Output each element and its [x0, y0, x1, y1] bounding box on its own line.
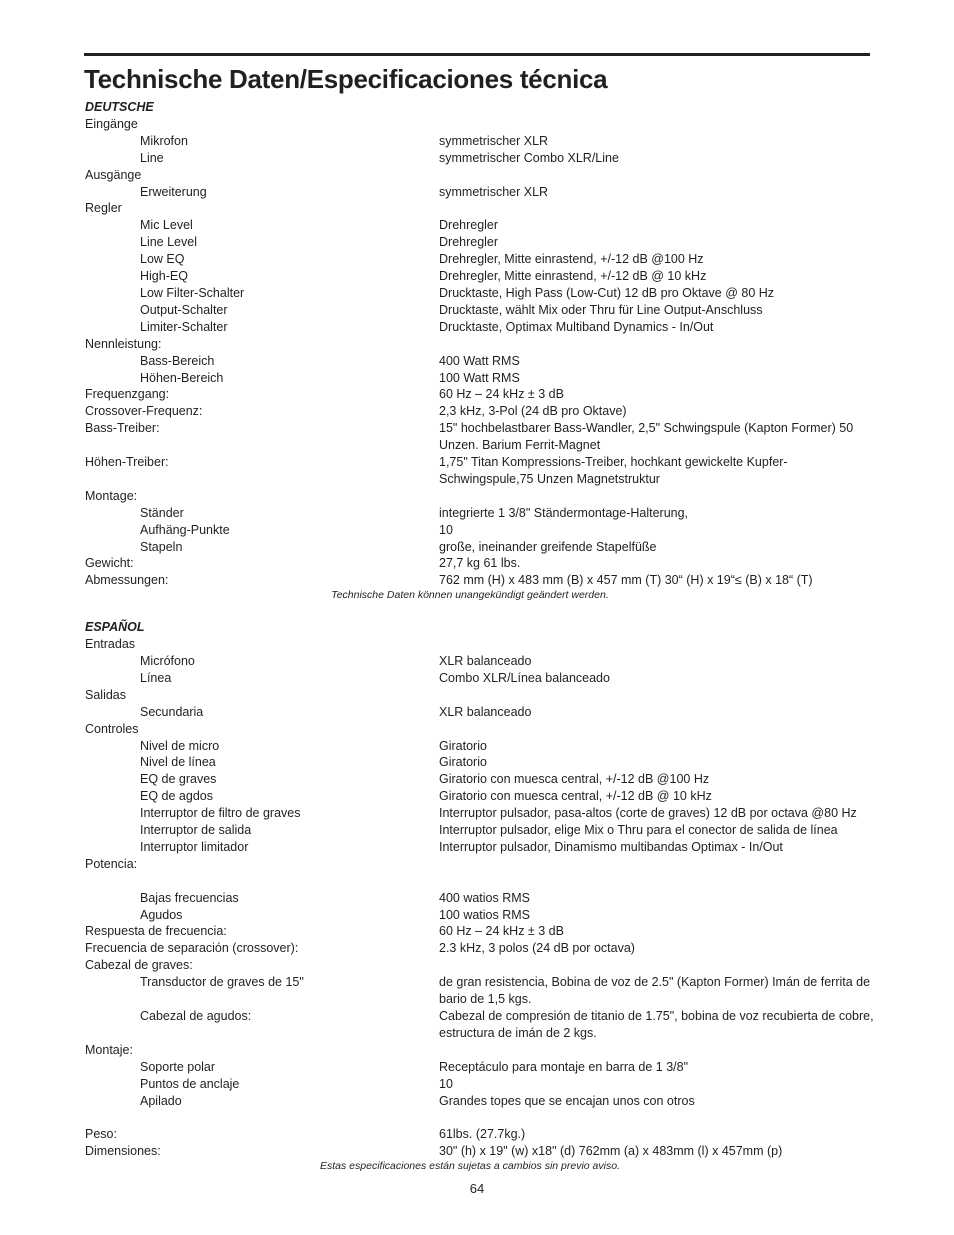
- spec-value: [439, 1042, 875, 1059]
- spec-value: Cabezal de compresión de titanio de 1.75", bobina de voz recubierta de cobre, estructura de imán de 2 kgs.: [439, 1009, 874, 1040]
- spec-label: Eingänge: [85, 116, 138, 131]
- spec-label: Interruptor limitador: [140, 839, 249, 854]
- spec-value: 2.3 kHz, 3 polos (24 dB por octava): [439, 941, 635, 956]
- spec-value: Drehregler: [439, 235, 499, 250]
- spec-value: symmetrischer Combo XLR/Line: [439, 150, 619, 165]
- spec-label: Potencia:: [85, 856, 138, 871]
- spec-row: [85, 923, 875, 940]
- spec-value: [439, 687, 875, 704]
- spec-label: Abmessungen:: [85, 573, 169, 588]
- spec-value: Drehregler, Mitte einrastend, +/-12 dB @ 10 kHz: [439, 269, 707, 284]
- spec-row: [85, 200, 875, 217]
- spec-value: 400 watios RMS: [439, 890, 531, 905]
- spec-label: EQ de agdos: [140, 789, 213, 804]
- spec-label: Controles: [85, 721, 139, 736]
- spec-value: [439, 856, 875, 873]
- spec-row: [85, 133, 875, 150]
- spec-row: [85, 251, 875, 268]
- spec-label: Salidas: [85, 687, 126, 702]
- spec-row: [85, 488, 875, 505]
- spec-value: symmetrischer XLR: [439, 133, 549, 148]
- spec-value: 15" hochbelastbarer Bass-Wandler, 2,5" Schwingspule (Kapton Former) 50 Unzen. Barium Ferrit-Magnet: [439, 421, 854, 453]
- spec-row: [85, 285, 875, 302]
- spec-row: [85, 150, 875, 167]
- spec-row: [85, 1126, 875, 1143]
- spec-label: Output-Schalter: [140, 302, 228, 317]
- spec-value: [439, 116, 875, 133]
- spec-label: Stapeln: [140, 539, 183, 554]
- spec-row: [85, 873, 875, 890]
- spec-label: Cabezal de agudos:: [140, 1009, 252, 1023]
- spec-label: Nennleistung:: [85, 336, 162, 351]
- section-heading-deutsch: DEUTSCHE: [85, 100, 154, 114]
- spec-label: Line Level: [140, 235, 197, 250]
- spec-label: Transductor de graves de 15": [140, 975, 304, 990]
- spec-label: Ständer: [140, 505, 184, 520]
- section-spacer: [85, 602, 875, 619]
- spec-label: Puntos de anclaje: [140, 1076, 240, 1091]
- spec-value: [439, 200, 875, 217]
- spec-label: Frequenzgang:: [85, 387, 170, 402]
- spec-value: 60 Hz – 24 kHz ± 3 dB: [439, 387, 564, 402]
- spec-value: [439, 957, 875, 974]
- spec-label: Mikrofon: [140, 133, 188, 148]
- spec-row: [85, 890, 875, 907]
- spec-label: Peso:: [85, 1127, 117, 1142]
- spec-row: [85, 522, 875, 539]
- spec-value: 1,75" Titan Kompressions-Treiber, hochkant gewickelte Kupfer-Schwingspule,75 Unzen Magnetstruktur: [439, 455, 788, 486]
- spec-label: Micrófono: [140, 653, 195, 668]
- spec-value: Interruptor pulsador, pasa-altos (corte de graves) 12 dB por octava @80 Hz: [439, 806, 857, 821]
- spec-value: 27,7 kg 61 lbs.: [439, 556, 521, 571]
- spec-row: [85, 539, 875, 556]
- disclaimer-deutsch: Technische Daten können unangekündigt geändert werden.: [331, 589, 609, 602]
- spec-row: [85, 217, 875, 234]
- spec-row: [85, 771, 875, 788]
- spec-label: Soporte polar: [140, 1059, 216, 1074]
- spec-label: Crossover-Frequenz:: [85, 404, 203, 419]
- spec-label: Höhen-Treiber:: [85, 455, 169, 470]
- spec-row: [85, 754, 875, 771]
- spec-sheet: [85, 99, 875, 1173]
- spec-label: Entradas: [85, 637, 136, 652]
- spec-label: High-EQ: [140, 269, 188, 284]
- spec-row: [85, 940, 875, 957]
- spec-label: Interruptor de filtro de graves: [140, 806, 301, 821]
- spec-row: [85, 116, 875, 133]
- spec-row: [85, 420, 875, 454]
- spec-label: Limiter-Schalter: [140, 319, 228, 334]
- spec-table-deutsch: [85, 116, 875, 589]
- spec-label: Low EQ: [140, 252, 185, 267]
- spec-row: [85, 1042, 875, 1059]
- spec-value: 10: [439, 522, 453, 537]
- spec-row: [85, 572, 875, 589]
- spec-value: 100 watios RMS: [439, 907, 531, 922]
- spec-row: [85, 1093, 875, 1110]
- spec-row: [85, 336, 875, 353]
- spec-label: EQ de graves: [140, 772, 217, 787]
- disclaimer-espanol: Estas especificaciones están sujetas a cambios sin previo aviso.: [320, 1160, 620, 1173]
- spec-row: [85, 636, 875, 653]
- spec-value: XLR balanceado: [439, 704, 532, 719]
- spec-row: [85, 788, 875, 805]
- spec-value: große, ineinander greifende Stapelfüße: [439, 539, 657, 554]
- spec-label: Line: [140, 150, 164, 165]
- spec-value: [439, 873, 875, 890]
- spec-value: 30" (h) x 19" (w) x18" (d) 762mm (a) x 483mm (l) x 457mm (p): [439, 1144, 783, 1159]
- spec-row: [85, 167, 875, 184]
- spec-value: [439, 336, 875, 353]
- spec-row: [85, 555, 875, 572]
- spec-value: 400 Watt RMS: [439, 353, 520, 368]
- spec-label: Agudos: [140, 907, 183, 922]
- spec-value: Giratorio con muesca central, +/-12 dB @100 Hz: [439, 772, 710, 787]
- spec-value: Drehregler: [439, 218, 499, 233]
- spec-row: [85, 1143, 875, 1160]
- spec-row: [85, 738, 875, 755]
- page-title: Technische Daten/Especificaciones técnica: [84, 64, 608, 94]
- spec-row: [85, 805, 875, 822]
- spec-row: [85, 974, 875, 1008]
- spec-value: 2,3 kHz, 3-Pol (24 dB pro Oktave): [439, 404, 627, 419]
- spec-label: Aufhäng-Punkte: [140, 522, 230, 537]
- spec-label: Línea: [140, 670, 172, 685]
- spec-label: Regler: [85, 201, 122, 216]
- spec-row: [85, 319, 875, 336]
- spec-row: [85, 302, 875, 319]
- spec-value: symmetrischer XLR: [439, 184, 549, 199]
- spec-label: Respuesta de frecuencia:: [85, 924, 227, 939]
- spec-row: [85, 1076, 875, 1093]
- spec-value: Grandes topes que se encajan unos con otros: [439, 1093, 695, 1108]
- spec-value: XLR balanceado: [439, 653, 532, 668]
- spec-value: Giratorio: [439, 738, 487, 753]
- spec-value: 100 Watt RMS: [439, 370, 520, 385]
- spec-label: Interruptor de salida: [140, 823, 252, 838]
- spec-value: Drehregler, Mitte einrastend, +/-12 dB @100 Hz: [439, 252, 704, 267]
- spec-row: [85, 839, 875, 856]
- spec-value: integrierte 1 3/8" Ständermontage-Halterung,: [439, 505, 689, 520]
- spec-table-espanol: [85, 636, 875, 1160]
- spec-value: Receptáculo para montaje en barra de 1 3/8": [439, 1059, 689, 1074]
- spec-label: Frecuencia de separación (crossover):: [85, 941, 299, 956]
- spec-label: Montaje:: [85, 1042, 133, 1057]
- spec-row: [85, 687, 875, 704]
- spec-label: Montage:: [85, 488, 138, 503]
- spec-row: [85, 386, 875, 403]
- spec-row: [85, 1059, 875, 1076]
- spec-label: Höhen-Bereich: [140, 370, 224, 385]
- spec-value: Interruptor pulsador, Dinamismo multibandas Optimax - In/Out: [439, 839, 783, 854]
- spec-label: Nivel de micro: [140, 738, 220, 753]
- spec-value: Giratorio: [439, 755, 487, 770]
- spec-row: [85, 234, 875, 251]
- spec-row: [85, 721, 875, 738]
- spec-value: Interruptor pulsador, elige Mix o Thru para el conector de salida de línea: [439, 823, 838, 838]
- spec-row: [85, 353, 875, 370]
- spec-value: 60 Hz – 24 kHz ± 3 dB: [439, 924, 564, 939]
- spec-row: [85, 1008, 875, 1042]
- spec-row: [85, 505, 875, 522]
- spec-row: [85, 907, 875, 924]
- spec-row: [85, 670, 875, 687]
- spec-row: [85, 403, 875, 420]
- spec-label: Cabezal de graves:: [85, 958, 193, 973]
- spec-label: Bass-Bereich: [140, 353, 215, 368]
- spec-value: 10: [439, 1076, 453, 1091]
- spec-row: [85, 957, 875, 974]
- spec-value: Drucktaste, Optimax Multiband Dynamics - In/Out: [439, 319, 714, 334]
- spec-label: Nivel de línea: [140, 755, 216, 770]
- spec-label: Mic Level: [140, 218, 193, 233]
- spec-label: Low Filter-Schalter: [140, 285, 245, 300]
- spec-label: [85, 1109, 439, 1126]
- spec-value: [439, 721, 875, 738]
- spec-label: [85, 873, 439, 890]
- spec-value: de gran resistencia, Bobina de voz de 2.5" (Kapton Former) Imán de ferrita de bario de 1,5 kgs.: [439, 975, 871, 1007]
- spec-row: [85, 184, 875, 201]
- top-rule: [84, 53, 870, 56]
- spec-label: Apilado: [140, 1093, 182, 1108]
- spec-label: Gewicht:: [85, 556, 134, 571]
- page-number: 64: [469, 1181, 485, 1196]
- spec-value: [439, 636, 875, 653]
- spec-value: Drucktaste, wählt Mix oder Thru für Line Output-Anschluss: [439, 302, 763, 317]
- spec-label: Bass-Treiber:: [85, 421, 160, 436]
- spec-value: [439, 167, 875, 184]
- spec-row: [85, 454, 875, 488]
- spec-value: [439, 1109, 875, 1126]
- spec-value: Combo XLR/Línea balanceado: [439, 670, 610, 685]
- spec-value: Giratorio con muesca central, +/-12 dB @ 10 kHz: [439, 789, 712, 804]
- spec-value: 61lbs. (27.7kg.): [439, 1127, 526, 1142]
- spec-value: [439, 488, 875, 505]
- spec-row: [85, 370, 875, 387]
- spec-label: Bajas frecuencias: [140, 890, 239, 905]
- spec-row: [85, 1109, 875, 1126]
- spec-value: 762 mm (H) x 483 mm (B) x 457 mm (T) 30“ (H) x 19“≤ (B) x 18“ (T): [439, 573, 813, 588]
- spec-row: [85, 704, 875, 721]
- spec-value: Drucktaste, High Pass (Low-Cut) 12 dB pro Oktave @ 80 Hz: [439, 285, 775, 300]
- spec-row: [85, 268, 875, 285]
- section-heading-espanol: ESPAÑOL: [85, 620, 145, 635]
- spec-label: Erweiterung: [140, 184, 207, 199]
- spec-label: Dimensiones:: [85, 1144, 161, 1159]
- spec-row: [85, 822, 875, 839]
- spec-label: Secundaria: [140, 704, 204, 719]
- spec-row: [85, 856, 875, 873]
- spec-label: Ausgänge: [85, 167, 142, 182]
- spec-row: [85, 653, 875, 670]
